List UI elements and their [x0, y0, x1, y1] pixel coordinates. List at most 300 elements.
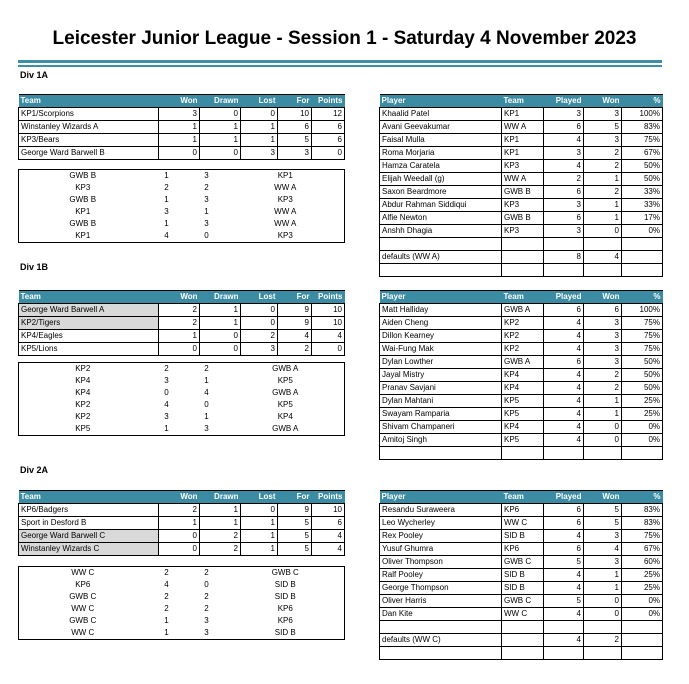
player-cell-played: 6 — [544, 356, 584, 369]
fixture-away-score: 3 — [204, 424, 209, 433]
player-cell-won: 3 — [584, 343, 622, 356]
fixture-row — [19, 603, 345, 615]
player-cell-won — [584, 238, 622, 251]
player-cell-played: 6 — [544, 504, 584, 517]
player-cell-player — [380, 621, 502, 634]
player-header-player: Player — [380, 95, 502, 108]
player-row — [380, 225, 663, 238]
player-cell-player: Dillon Kearney — [380, 330, 502, 343]
fixture-home-score: 1 — [164, 195, 169, 204]
fixture-home-score: 2 — [164, 364, 169, 373]
player-cell-player: Dylan Mahtani — [380, 395, 502, 408]
league-cell-drawn: 0 — [200, 108, 241, 121]
fixtures-table — [18, 566, 345, 640]
fixture-away: KP1 — [277, 171, 293, 180]
player-cell-player: Ralf Pooley — [380, 569, 502, 582]
fixture-row — [19, 206, 345, 218]
fixture-row — [19, 387, 345, 399]
player-cell-played: 3 — [544, 108, 584, 121]
league-cell-drawn: 1 — [200, 121, 241, 134]
league-cell-drawn: 1 — [200, 134, 241, 147]
player-header-team: Team — [502, 491, 544, 504]
league-row — [19, 108, 345, 121]
player-cell-team: KP4 — [502, 369, 544, 382]
player-cell-team — [502, 251, 544, 264]
fixture-row — [19, 423, 345, 436]
league-header-drawn: Drawn — [200, 95, 241, 108]
player-cell-pct: 100% — [622, 108, 663, 121]
player-cell-pct: 25% — [622, 395, 663, 408]
league-header-points: Points — [312, 491, 345, 504]
player-cell-player: Avani Geevakumar — [380, 121, 502, 134]
player-cell-won: 1 — [584, 582, 622, 595]
player-row — [380, 556, 663, 569]
player-row — [380, 434, 663, 447]
fixture-row — [19, 591, 345, 603]
league-cell-team: KP6/Badgers — [19, 504, 159, 517]
fixture-away: SID B — [274, 580, 296, 589]
player-cell-pct: 50% — [622, 173, 663, 186]
player-cell-player: Faisal Mulla — [380, 134, 502, 147]
league-cell-lost: 0 — [241, 317, 278, 330]
fixture-home: KP3 — [75, 183, 91, 192]
fixture-home-score: 2 — [164, 592, 169, 601]
player-cell-played: 4 — [544, 134, 584, 147]
player-row — [380, 199, 663, 212]
player-cell-player: Rex Pooley — [380, 530, 502, 543]
fixture-away-score: 3 — [204, 628, 209, 637]
league-cell-drawn: 1 — [200, 304, 241, 317]
league-cell-for: 9 — [278, 304, 312, 317]
player-cell-team: KP3 — [502, 199, 544, 212]
league-header-drawn: Drawn — [200, 291, 241, 304]
fixture-home: KP2 — [75, 412, 91, 421]
player-row — [380, 304, 663, 317]
fixture-away: SID B — [274, 592, 296, 601]
player-cell-played: 4 — [544, 530, 584, 543]
league-cell-lost: 2 — [241, 330, 278, 343]
league-row — [19, 517, 345, 530]
player-row — [380, 369, 663, 382]
player-cell-won: 2 — [584, 160, 622, 173]
fixture-home-score: 1 — [164, 219, 169, 228]
player-cell-played — [544, 264, 584, 277]
player-cell-won: 3 — [584, 134, 622, 147]
league-cell-team: KP5/Lions — [19, 343, 159, 356]
fixture-away-score: 2 — [204, 592, 209, 601]
player-row — [380, 238, 663, 251]
player-cell-played — [544, 647, 584, 660]
player-row — [380, 317, 663, 330]
league-cell-won: 0 — [159, 543, 200, 556]
player-row — [380, 264, 663, 277]
player-cell-won: 5 — [584, 517, 622, 530]
fixture-home-score: 4 — [164, 231, 169, 240]
player-row — [380, 504, 663, 517]
league-header-points: Points — [312, 291, 345, 304]
player-cell-won: 2 — [584, 634, 622, 647]
player-cell-played: 3 — [544, 199, 584, 212]
fixture-away: KP3 — [277, 195, 293, 204]
player-cell-pct: 75% — [622, 134, 663, 147]
player-cell-team: KP1 — [502, 147, 544, 160]
player-cell-played: 8 — [544, 251, 584, 264]
fixture-home: KP5 — [75, 424, 91, 433]
player-header-pct: % — [622, 95, 663, 108]
league-row — [19, 330, 345, 343]
league-cell-lost: 1 — [241, 121, 278, 134]
league-cell-lost: 1 — [241, 517, 278, 530]
fixture-home-score: 4 — [164, 400, 169, 409]
player-cell-player: Leo Wycherley — [380, 517, 502, 530]
league-table — [18, 490, 345, 556]
player-cell-won: 2 — [584, 382, 622, 395]
league-cell-drawn: 0 — [200, 343, 241, 356]
player-cell-team: SID B — [502, 569, 544, 582]
league-row — [19, 504, 345, 517]
player-cell-played: 3 — [544, 225, 584, 238]
player-cell-won: 1 — [584, 395, 622, 408]
league-cell-for: 3 — [278, 147, 312, 160]
player-cell-played: 4 — [544, 434, 584, 447]
player-cell-player: Aiden Cheng — [380, 317, 502, 330]
league-header-lost: Lost — [241, 95, 278, 108]
player-cell-team: SID B — [502, 582, 544, 595]
player-cell-player: Khaalid Patel — [380, 108, 502, 121]
fixture-home: KP1 — [75, 207, 91, 216]
league-cell-team: George Ward Barwell B — [19, 147, 159, 160]
player-cell-played — [544, 447, 584, 460]
player-row — [380, 108, 663, 121]
league-cell-won: 1 — [159, 517, 200, 530]
player-cell-player: Dan Kite — [380, 608, 502, 621]
player-row — [380, 212, 663, 225]
league-cell-points: 6 — [312, 121, 345, 134]
league-cell-drawn: 1 — [200, 517, 241, 530]
player-cell-played: 4 — [544, 382, 584, 395]
player-cell-team: GWB C — [502, 556, 544, 569]
player-cell-pct: 83% — [622, 121, 663, 134]
league-cell-won: 3 — [159, 108, 200, 121]
fixture-away-score: 1 — [204, 376, 209, 385]
player-cell-team: GWB B — [502, 212, 544, 225]
player-cell-team: WW A — [502, 173, 544, 186]
league-header-for: For — [278, 95, 312, 108]
league-cell-points: 10 — [312, 504, 345, 517]
league-cell-won: 2 — [159, 317, 200, 330]
player-cell-player: Jayal Mistry — [380, 369, 502, 382]
league-cell-lost: 1 — [241, 134, 278, 147]
player-cell-played: 6 — [544, 212, 584, 225]
player-cell-team: GWB C — [502, 595, 544, 608]
division-label: Div 1A — [20, 70, 49, 80]
player-cell-team: WW A — [502, 121, 544, 134]
league-cell-for: 4 — [278, 330, 312, 343]
fixture-home: WW C — [71, 604, 95, 613]
player-header-team: Team — [502, 291, 544, 304]
player-cell-won: 6 — [584, 304, 622, 317]
league-cell-won: 0 — [159, 343, 200, 356]
player-header-team: Team — [502, 95, 544, 108]
league-row — [19, 134, 345, 147]
league-cell-won: 0 — [159, 530, 200, 543]
fixture-row — [19, 363, 345, 376]
player-cell-played: 4 — [544, 395, 584, 408]
fixture-row — [19, 627, 345, 640]
fixture-away: WW A — [274, 219, 297, 228]
player-cell-played: 6 — [544, 121, 584, 134]
league-cell-for: 6 — [278, 121, 312, 134]
fixture-home: KP4 — [75, 376, 91, 385]
league-cell-team: Winstanley Wizards C — [19, 543, 159, 556]
league-cell-points: 10 — [312, 317, 345, 330]
player-cell-won: 3 — [584, 356, 622, 369]
fixture-home: GWB B — [69, 171, 97, 180]
player-cell-played: 4 — [544, 343, 584, 356]
player-cell-team: KP6 — [502, 504, 544, 517]
fixture-away: WW A — [274, 183, 297, 192]
league-cell-lost: 3 — [241, 343, 278, 356]
fixture-away: GWB A — [272, 388, 299, 397]
player-row — [380, 134, 663, 147]
league-cell-lost: 0 — [241, 108, 278, 121]
fixture-row — [19, 399, 345, 411]
fixture-home: GWB B — [69, 195, 97, 204]
fixture-row — [19, 182, 345, 194]
fixture-home-score: 4 — [164, 580, 169, 589]
player-header-player: Player — [380, 291, 502, 304]
player-cell-player: Hamza Caratela — [380, 160, 502, 173]
player-cell-won: 1 — [584, 408, 622, 421]
player-cell-player: Oliver Thompson — [380, 556, 502, 569]
player-cell-played: 4 — [544, 634, 584, 647]
player-cell-played: 6 — [544, 543, 584, 556]
player-cell-played: 4 — [544, 408, 584, 421]
league-cell-for: 5 — [278, 543, 312, 556]
player-cell-won: 3 — [584, 330, 622, 343]
fixture-away: GWB A — [272, 424, 299, 433]
player-row — [380, 121, 663, 134]
player-cell-pct: 33% — [622, 186, 663, 199]
player-cell-player: George Thompson — [380, 582, 502, 595]
league-row — [19, 343, 345, 356]
league-header-team: Team — [19, 491, 159, 504]
player-cell-won: 0 — [584, 608, 622, 621]
league-cell-for: 5 — [278, 134, 312, 147]
player-cell-pct: 50% — [622, 369, 663, 382]
league-cell-for: 5 — [278, 530, 312, 543]
player-row — [380, 173, 663, 186]
player-cell-played — [544, 621, 584, 634]
fixture-home-score: 2 — [164, 604, 169, 613]
player-cell-pct: 50% — [622, 382, 663, 395]
player-cell-player — [380, 264, 502, 277]
league-cell-team: KP4/Eagles — [19, 330, 159, 343]
player-cell-team: GWB B — [502, 186, 544, 199]
player-cell-pct: 0% — [622, 225, 663, 238]
player-row — [380, 356, 663, 369]
league-cell-lost: 1 — [241, 543, 278, 556]
player-cell-player: Pranav Savjani — [380, 382, 502, 395]
player-cell-won — [584, 647, 622, 660]
league-cell-points: 12 — [312, 108, 345, 121]
fixture-home: KP2 — [75, 400, 91, 409]
league-row — [19, 121, 345, 134]
player-cell-won: 3 — [584, 108, 622, 121]
players-table — [379, 290, 663, 460]
player-header-pct: % — [622, 291, 663, 304]
player-cell-pct — [622, 634, 663, 647]
player-row — [380, 582, 663, 595]
player-cell-team: KP4 — [502, 382, 544, 395]
fixture-home-score: 3 — [164, 376, 169, 385]
player-row — [380, 382, 663, 395]
player-cell-pct — [622, 647, 663, 660]
player-cell-pct: 67% — [622, 543, 663, 556]
player-cell-player: Anshh Dhagia — [380, 225, 502, 238]
league-row — [19, 304, 345, 317]
player-cell-team — [502, 447, 544, 460]
fixture-home-score: 1 — [164, 628, 169, 637]
player-cell-team — [502, 238, 544, 251]
league-cell-drawn: 2 — [200, 530, 241, 543]
player-cell-player: Wai-Fung Mak — [380, 343, 502, 356]
player-cell-team: KP5 — [502, 408, 544, 421]
player-cell-team: KP3 — [502, 225, 544, 238]
player-cell-player: Amitoj Singh — [380, 434, 502, 447]
player-cell-player: Oliver Harris — [380, 595, 502, 608]
league-cell-points: 0 — [312, 147, 345, 160]
fixture-away-score: 2 — [204, 568, 209, 577]
fixture-home-score: 3 — [164, 412, 169, 421]
player-cell-won: 4 — [584, 251, 622, 264]
fixture-away-score: 2 — [204, 183, 209, 192]
player-cell-played: 6 — [544, 304, 584, 317]
player-cell-player: Roma Morjaria — [380, 147, 502, 160]
player-cell-played: 6 — [544, 517, 584, 530]
league-cell-team: Sport in Desford B — [19, 517, 159, 530]
player-header-won: Won — [584, 95, 622, 108]
title-rule-thin — [18, 65, 662, 67]
fixture-away-score: 3 — [204, 171, 209, 180]
player-cell-played — [544, 238, 584, 251]
player-cell-team — [502, 264, 544, 277]
fixture-row — [19, 579, 345, 591]
player-cell-player: defaults (WW C) — [380, 634, 502, 647]
player-cell-pct: 83% — [622, 517, 663, 530]
player-cell-team — [502, 647, 544, 660]
player-row — [380, 543, 663, 556]
player-cell-player: Dylan Lowther — [380, 356, 502, 369]
league-header-team: Team — [19, 95, 159, 108]
player-cell-player: Swayam Ramparia — [380, 408, 502, 421]
player-cell-player: Matt Halliday — [380, 304, 502, 317]
player-cell-won: 5 — [584, 504, 622, 517]
player-cell-pct — [622, 447, 663, 460]
fixture-home: KP6 — [75, 580, 91, 589]
league-header-won: Won — [159, 291, 200, 304]
league-cell-for: 5 — [278, 517, 312, 530]
fixture-away-score: 0 — [204, 400, 209, 409]
player-row — [380, 186, 663, 199]
fixture-home: GWB C — [69, 616, 97, 625]
league-cell-won: 1 — [159, 134, 200, 147]
player-cell-team: KP1 — [502, 134, 544, 147]
player-row — [380, 408, 663, 421]
player-cell-won: 1 — [584, 173, 622, 186]
player-cell-player: Alfie Newton — [380, 212, 502, 225]
player-cell-played: 5 — [544, 556, 584, 569]
player-row — [380, 647, 663, 660]
league-cell-drawn: 1 — [200, 317, 241, 330]
player-cell-played: 4 — [544, 421, 584, 434]
fixture-home-score: 1 — [164, 171, 169, 180]
league-header-lost: Lost — [241, 491, 278, 504]
fixture-away-score: 1 — [204, 207, 209, 216]
player-row — [380, 530, 663, 543]
player-cell-won: 2 — [584, 186, 622, 199]
player-cell-team: KP6 — [502, 543, 544, 556]
player-header-played: Played — [544, 291, 584, 304]
league-cell-points: 0 — [312, 343, 345, 356]
player-cell-played: 6 — [544, 186, 584, 199]
league-header-won: Won — [159, 491, 200, 504]
league-cell-won: 2 — [159, 304, 200, 317]
league-cell-drawn: 0 — [200, 147, 241, 160]
player-cell-pct: 0% — [622, 595, 663, 608]
player-row — [380, 343, 663, 356]
player-cell-player: Elijah Weedall (g) — [380, 173, 502, 186]
league-cell-points: 10 — [312, 304, 345, 317]
league-header-drawn: Drawn — [200, 491, 241, 504]
league-cell-won: 2 — [159, 504, 200, 517]
player-cell-pct: 50% — [622, 356, 663, 369]
player-cell-pct: 75% — [622, 530, 663, 543]
fixture-away: KP5 — [277, 376, 293, 385]
player-row — [380, 634, 663, 647]
player-cell-pct: 60% — [622, 556, 663, 569]
fixture-row — [19, 218, 345, 230]
league-header-for: For — [278, 291, 312, 304]
player-cell-pct: 50% — [622, 160, 663, 173]
player-cell-team: WW C — [502, 517, 544, 530]
player-cell-player — [380, 238, 502, 251]
fixture-home: GWB B — [69, 219, 97, 228]
player-cell-team: KP3 — [502, 160, 544, 173]
player-row — [380, 330, 663, 343]
fixture-home-score: 1 — [164, 616, 169, 625]
league-cell-drawn: 1 — [200, 504, 241, 517]
fixture-row — [19, 170, 345, 183]
player-cell-won: 1 — [584, 569, 622, 582]
player-cell-team: KP2 — [502, 330, 544, 343]
player-row — [380, 517, 663, 530]
player-cell-won: 5 — [584, 121, 622, 134]
fixture-away-score: 3 — [204, 616, 209, 625]
player-cell-team: KP5 — [502, 395, 544, 408]
fixture-home-score: 3 — [164, 207, 169, 216]
player-cell-won: 0 — [584, 421, 622, 434]
player-cell-played: 4 — [544, 160, 584, 173]
league-cell-lost: 0 — [241, 504, 278, 517]
player-header-won: Won — [584, 291, 622, 304]
fixture-away-score: 0 — [204, 231, 209, 240]
fixture-row — [19, 230, 345, 243]
page-title: Leicester Junior League - Session 1 - Saturday 4 November 2023 — [52, 28, 637, 49]
player-cell-played: 2 — [544, 173, 584, 186]
league-header-for: For — [278, 491, 312, 504]
player-cell-pct: 75% — [622, 343, 663, 356]
